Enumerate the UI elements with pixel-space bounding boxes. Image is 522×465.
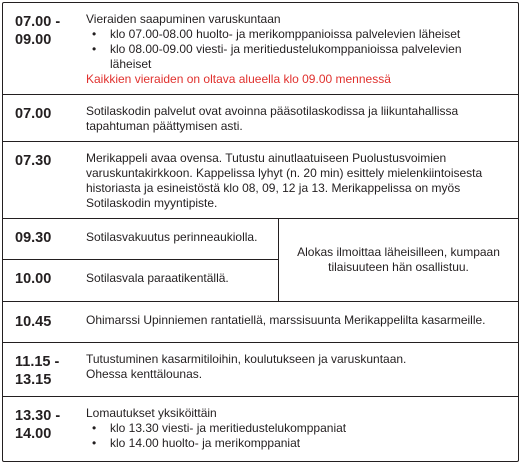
list-item: • klo 07.00-08.00 huolto- ja merikomppanioissa palvelevien läheiset: [86, 27, 506, 42]
side-note-cell: [278, 219, 518, 301]
description-text: Sotilaskodin palvelut ovat avoinna pääsotilaskodissa ja liikuntahallissa tapahtuman päättymisen asti.: [86, 104, 459, 133]
description-cell: [86, 230, 276, 245]
description-cell: [86, 406, 506, 451]
time-cell: 10.45: [15, 314, 52, 330]
description-text-secondary: Ohessa kenttälounas.: [86, 367, 203, 381]
time-end: 13.15: [15, 372, 52, 388]
schedule-row-canteen: [3, 95, 518, 142]
description-cell: [86, 12, 506, 87]
schedule-row-group-ceremonies: [3, 219, 518, 302]
time-cell: 07.00: [15, 106, 52, 122]
time-cell: 09.30: [15, 230, 52, 246]
bullet-list: [86, 27, 506, 72]
time-cell: [15, 407, 60, 443]
schedule-row-insurance: [3, 219, 278, 260]
description-text: Ohimarssi Upinniemen rantatiellä, marssisuunta Merikappelilta kasarmeille.: [86, 313, 486, 327]
time-end: 14.00: [15, 426, 52, 442]
time-start: 11.15 -: [15, 354, 60, 370]
schedule-row-arrival: [3, 3, 518, 95]
description-text: Tutustuminen kasarmitiloihin, koulutukseen ja varuskuntaan.: [86, 352, 407, 366]
schedule-row-tour: [3, 343, 518, 397]
list-item: • klo 08.00-09.00 viesti- ja meritiedustelukomppanioissa palvelevien läheiset: [86, 42, 506, 72]
schedule-table: [2, 2, 519, 462]
side-note: Alokas ilmoittaa läheisilleen, kumpaan tilaisuuteen hän osallistuu.: [297, 245, 500, 274]
description-text: Merikappeli avaa ovensa. Tutustu ainutlaatuiseen Puolustusvoimien varuskuntakirkkoon. Kappelissa lyhyt (n. 20 min) esittely mielenkiintoisesta historiasta ja esineistöstä klo 08, 09, 12 ja 13. Merikappelissa on myös Sotilaskodin myyntipiste.: [86, 151, 483, 210]
time-start: 07.00 -: [15, 14, 61, 30]
bullet-list: [86, 421, 506, 451]
description-cell: [86, 352, 506, 382]
schedule-row-march: [3, 302, 518, 343]
time-cell: [15, 13, 60, 49]
deadline-notice: Kaikkien vieraiden on oltava alueella klo 09.00 mennessä: [86, 72, 391, 86]
time-end: 09.00: [15, 32, 52, 48]
schedule-row-chapel: [3, 142, 518, 219]
list-item: • klo 14.00 huolto- ja merikomppaniat: [86, 436, 506, 451]
description-cell: [86, 151, 496, 211]
schedule-row-leave: [3, 397, 518, 461]
time-start: 13.30 -: [15, 408, 61, 424]
schedule-row-oath: [3, 260, 278, 302]
description-text: Lomautukset yksiköittäin: [86, 406, 217, 420]
time-cell: 10.00: [15, 271, 52, 287]
description-text: Sotilasvala paraatikentällä.: [86, 271, 229, 285]
description-cell: [86, 104, 496, 134]
description-cell: [86, 313, 506, 328]
time-cell: [15, 353, 59, 389]
list-item: • klo 13.30 viesti- ja meritiedustelukomppaniat: [86, 421, 506, 436]
description-cell: [86, 271, 276, 286]
description-text: Vieraiden saapuminen varuskuntaan: [86, 12, 281, 26]
description-text: Sotilasvakuutus perinneaukiolla.: [86, 230, 258, 244]
time-cell: 07.30: [15, 153, 52, 169]
